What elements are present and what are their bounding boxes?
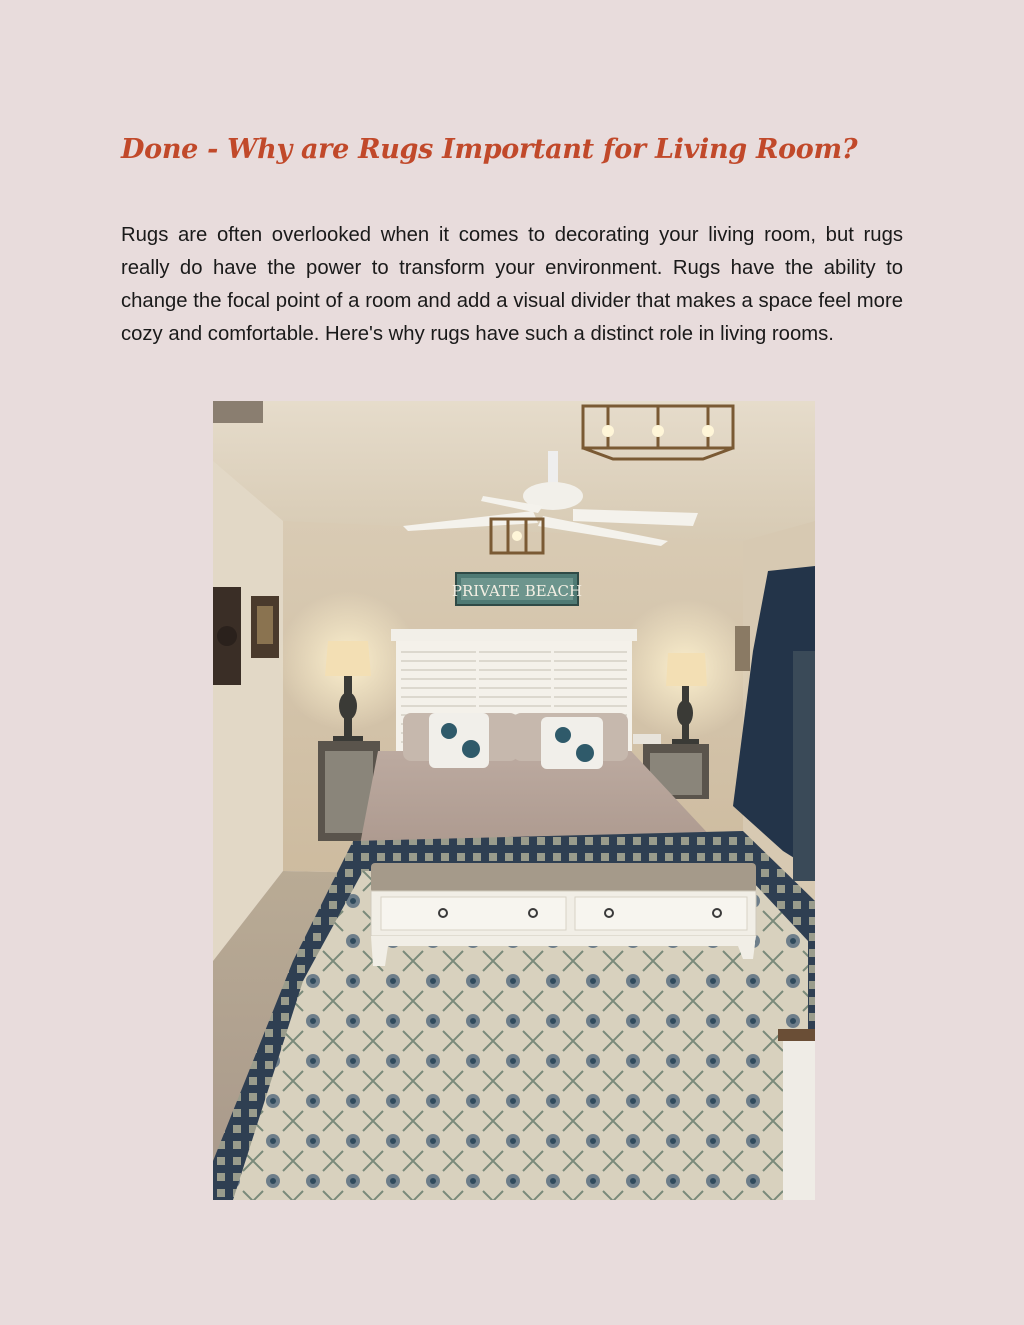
bedroom-photo bbox=[213, 401, 815, 1200]
body-paragraph: Rugs are often overlooked when it comes to decorating your living room, but rugs really do have the power to transform your environment. Rugs have the ability to change the focal point of a room and add a visual divider that makes a space feel more cozy and comfortable. Here's why rugs have such a distinct role in living rooms. bbox=[121, 224, 903, 345]
page-title: Done - Why are Rugs Important for Living Room? bbox=[121, 134, 858, 165]
private-beach-sign bbox=[452, 573, 582, 605]
sign-text: PRIVATE BEACH bbox=[451, 582, 583, 600]
